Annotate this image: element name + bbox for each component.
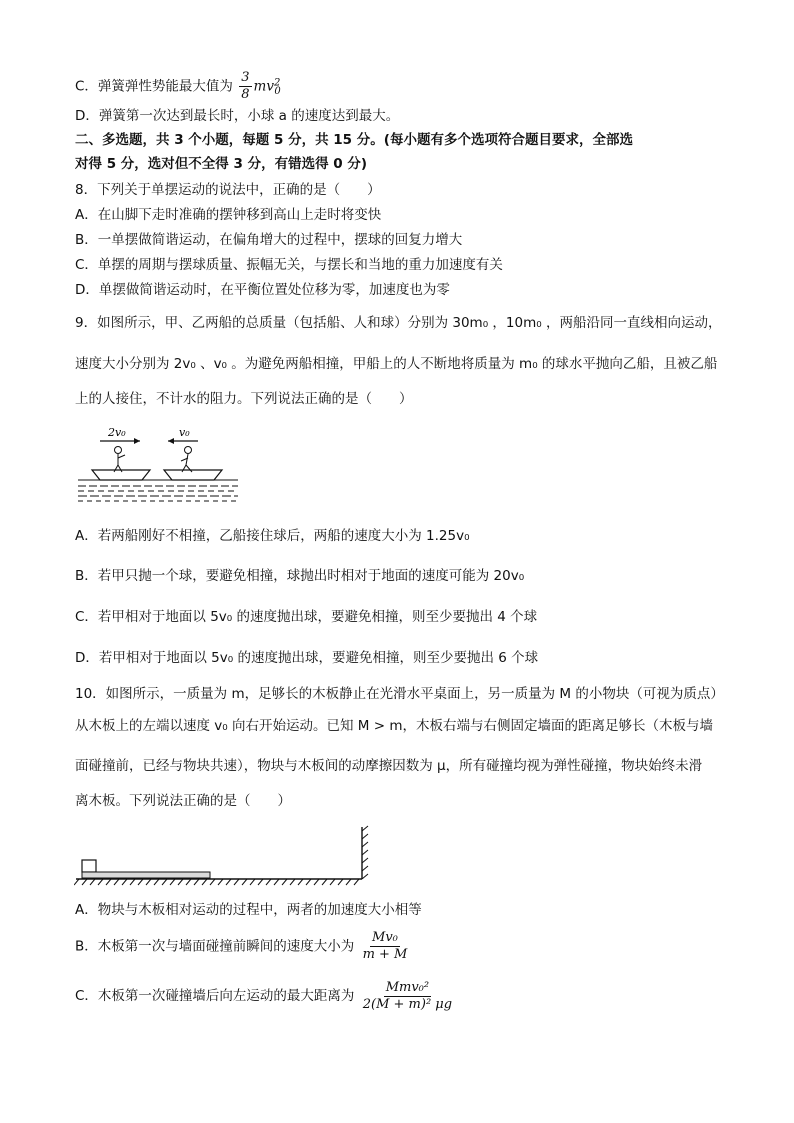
question-10-option-b-text: B．木板第一次与墙面碰撞前瞬间的速度大小为 [75, 938, 355, 955]
question-8-stem: 8．下列关于单摆运动的说法中，正确的是（ ） [75, 182, 381, 198]
question-8-option-a: A．在山脚下走时准确的摆钟移到高山上走时将变快 [75, 207, 382, 223]
question-10-option-a: A．物块与木板相对运动的过程中，两者的加速度大小相等 [75, 902, 422, 918]
board-shape [82, 872, 210, 878]
fraction-denominator: m + M [362, 947, 408, 962]
question-10-option-c-text: C．木板第一次碰撞墙后向左运动的最大距离为 [75, 988, 355, 1004]
question-9-stem-line2: 速度大小分别为 2v₀ 、v₀ 。为避免两船相撞，甲船上的人不断地将质量为 m₀ 的球水平抛向乙船，且被乙船 [75, 356, 718, 372]
velocity-label-left: 2v₀ [108, 426, 126, 439]
question-10-stem-line1: 10．如图所示，一质量为 m，足够长的木板静止在光滑水平桌面上，另一质量为 M 的小物块（可视为质点） [75, 686, 724, 702]
fraction-numerator: 3 [241, 70, 250, 85]
question-8-option-d: D．单摆做简谐运动时，在平衡位置处位移为零，加速度也为零 [75, 282, 450, 298]
q7-option-c [75, 70, 281, 103]
question-9-stem-line1: 9．如图所示，甲、乙两船的总质量（包括船、人和球）分别为 30m₀ ，10m₀ ，两船沿同一直线相向运动， [75, 315, 722, 331]
question-9-option-a: A．若两船刚好不相撞，乙船接住球后，两船的速度大小为 1.25v₀ [75, 528, 470, 544]
question-10-option-c-fraction [361, 980, 454, 1013]
board-wall-figure [74, 823, 374, 889]
question-9-stem-line3: 上的人接住，不计水的阻力。下列说法正确的是（ ） [75, 391, 413, 407]
question-9-option-c: C．若甲相对于地面以 5v₀ 的速度抛出球，要避免相撞，则至少要抛出 4 个球 [75, 609, 538, 625]
q7-option-c-expr: $mv^2_0$ [253, 77, 281, 98]
q7-option-c-text: C．弹簧弹性势能最大值为 [75, 78, 233, 95]
q7-option-c-fraction [239, 70, 251, 103]
fraction-numerator: Mmv₀² [385, 979, 430, 995]
question-10-stem-line3: 面碰撞前，已经与物块共速），物块与木板间的动摩擦因数为 μ，所有碰撞均视为弹性碰撞，物块始终未滑 [75, 758, 703, 774]
question-9-option-d: D．若甲相对于地面以 5v₀ 的速度抛出球，要避免相撞，则至少要抛出 6 个球 [75, 650, 539, 666]
fraction-numerator: Mv₀ [372, 930, 398, 945]
question-10-option-c [75, 978, 456, 1014]
fraction-denominator: 8 [241, 87, 250, 102]
section-heading-line1: 二、多选题，共 3 个小题，每题 5 分，共 15 分。(每小题有多个选项符合题目要求，全部选 [75, 132, 633, 148]
question-10-stem-line4: 离木板。下列说法正确的是（ ） [75, 793, 291, 809]
question-10-stem-line2: 从木板上的左端以速度 v₀ 向右开始运动。已知 M > m，木板右端与右侧固定墙面的距离足够长（木板与墙 [75, 718, 713, 734]
velocity-label-right: v₀ [179, 426, 190, 439]
block-shape [82, 860, 96, 872]
q7-option-d: D．弹簧第一次达到最长时，小球 a 的速度达到最大。 [75, 108, 400, 124]
question-10-option-b-fraction [361, 930, 410, 963]
question-9-option-b: B．若甲只抛一个球，要避免相撞，球抛出时相对于地面的速度可能为 20v₀ [75, 568, 525, 584]
question-8-option-c: C．单摆的周期与摆球质量、振幅无关，与摆长和当地的重力加速度有关 [75, 257, 503, 273]
question-10-option-b [75, 930, 411, 963]
two-boats-figure [78, 420, 238, 502]
section-heading-line2: 对得 5 分，选对但不全得 3 分，有错选得 0 分) [75, 156, 368, 172]
question-8-option-b: B．一单摆做简谐运动，在偏角增大的过程中，摆球的回复力增大 [75, 232, 463, 248]
fraction-denominator: 2(M + m)² μg [362, 996, 453, 1012]
